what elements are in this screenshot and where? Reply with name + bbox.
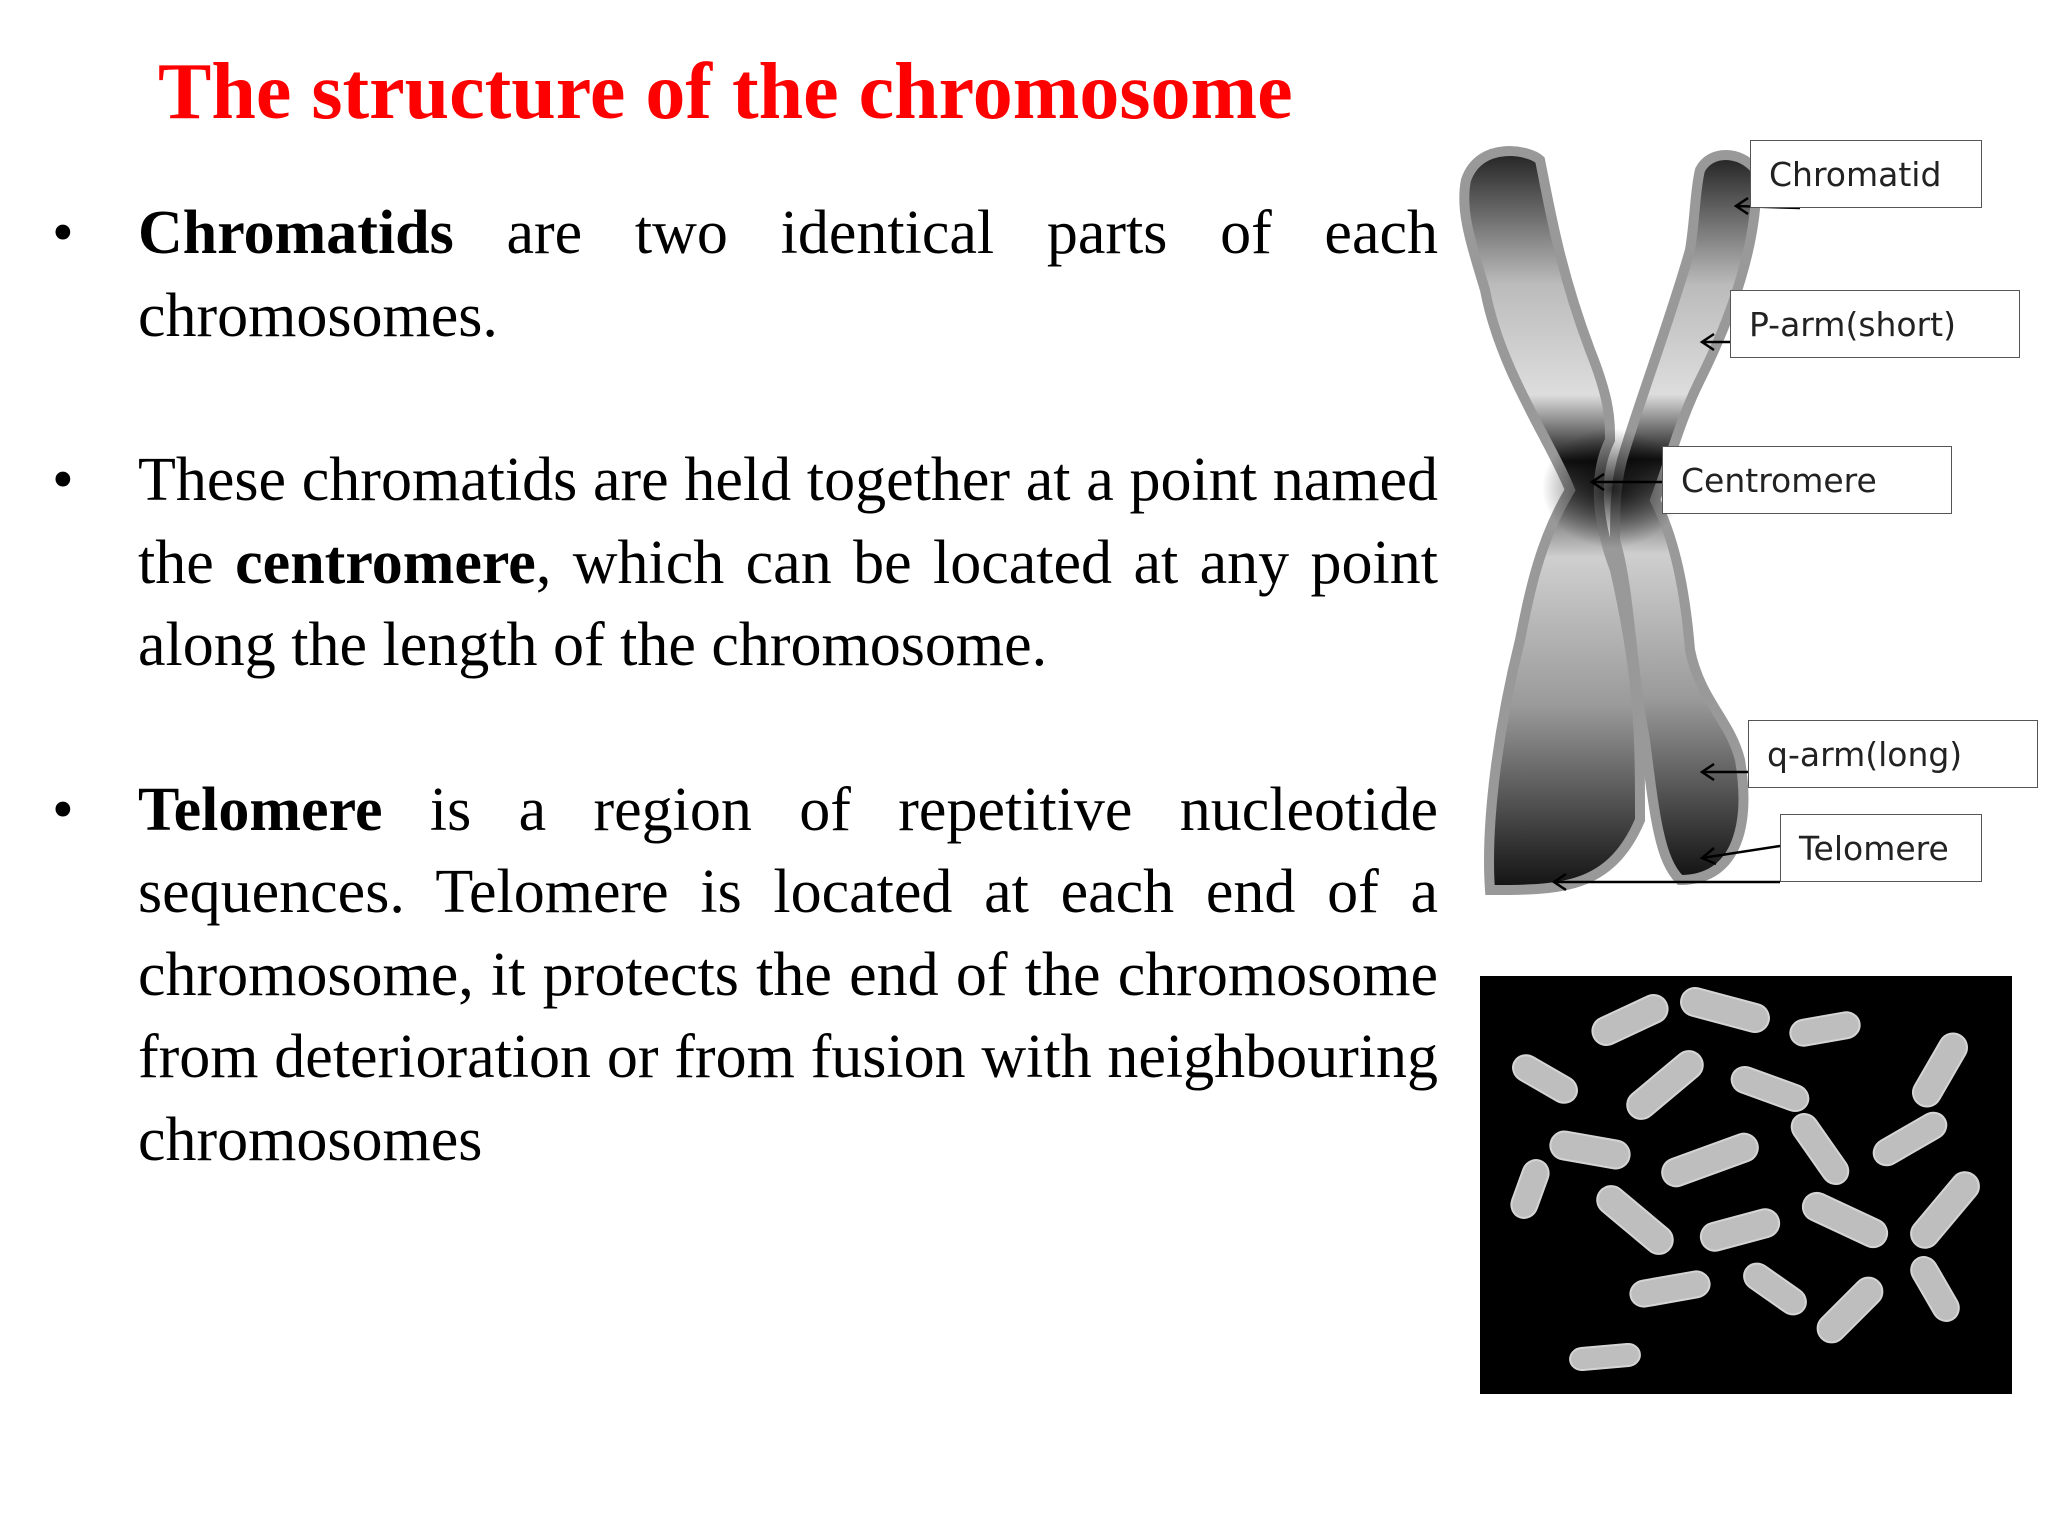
bullet-text [138, 439, 1438, 687]
label-chromatid: Chromatid [1750, 140, 1982, 208]
bullet-dot: • [52, 199, 74, 267]
label-telomere: Telomere [1780, 814, 1982, 882]
centromere-shading [1542, 428, 1682, 548]
bullet-list [52, 192, 1438, 1263]
term-chromatids: Chromatids [138, 199, 454, 267]
label-q-arm: q-arm(long) [1748, 720, 2038, 788]
slide-title: The structure of the chromosome [158, 48, 1293, 136]
term-centromere: centromere [235, 528, 536, 597]
bullet-dot: • [52, 775, 74, 844]
bullet-body: are two identical parts of each chromosomes. [138, 199, 1438, 350]
bullet-body: is a region of repetitive nucleotide sequences. Telomere is located at each end of a chromosome, it protects the end of the chromosome from deterioration or from fusion with neighbouring chromosomes [138, 775, 1438, 1174]
bullet-dot: • [52, 446, 74, 514]
bullet-text [138, 192, 1438, 357]
label-p-arm: P-arm(short) [1730, 290, 2020, 358]
bullet-body: These chromatids are held together at a point named the [138, 446, 1438, 597]
term-telomere: Telomere [138, 775, 383, 844]
bullet-text [138, 769, 1438, 1182]
bullet-body: , which can be located at any point along the length of the chromosome. [138, 528, 1438, 679]
bullet-centromere [52, 439, 1438, 687]
chromosome-micrograph [1480, 976, 2012, 1394]
micrograph-drawing [1480, 976, 2012, 1394]
bullet-telomere [52, 769, 1438, 1182]
label-centromere: Centromere [1662, 446, 1952, 514]
bullet-chromatids [52, 192, 1438, 357]
chromosome-diagram [1440, 120, 2048, 920]
